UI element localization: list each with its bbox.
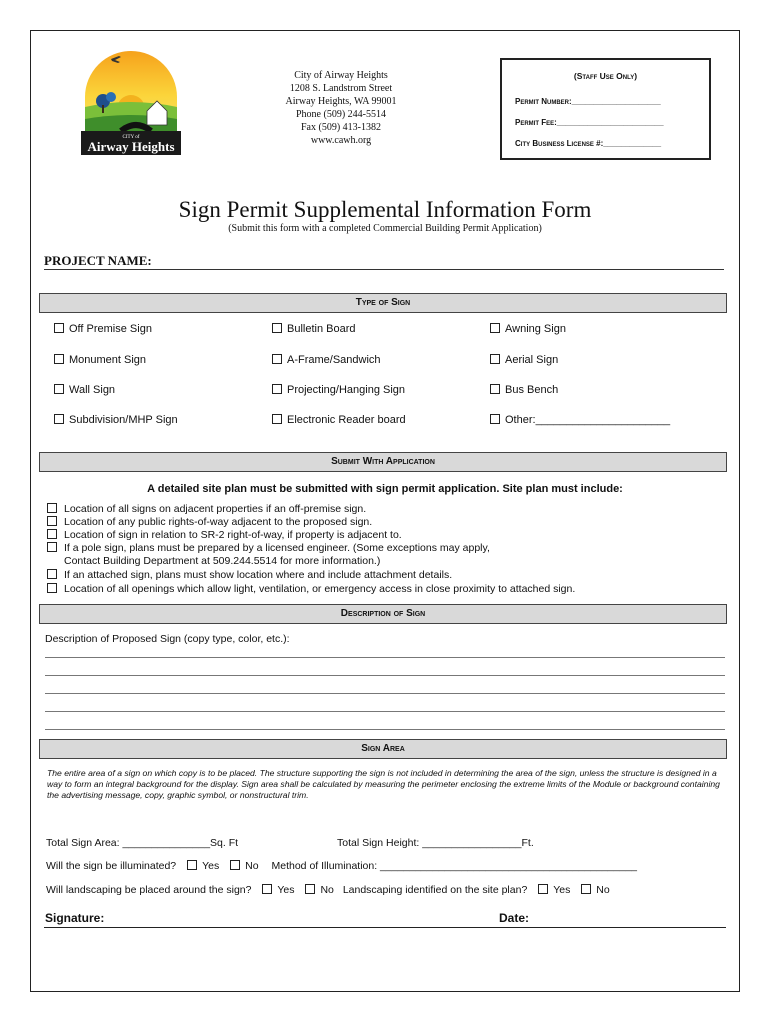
checkbox[interactable] (272, 384, 282, 394)
contact-line: City of Airway Heights (294, 70, 388, 81)
submit-with-application-heading: Submit With Application (39, 452, 727, 472)
illumination-method-field[interactable]: Method of Illumination: ____________________________________________ (271, 860, 638, 872)
landscaping-question: Will landscaping be placed around the sign? Yes No Landscaping identified on the site plan? Yes No (46, 884, 610, 896)
landscaping-no-checkbox[interactable] (305, 884, 315, 894)
contact-line: 1208 S. Landstrom Street (289, 83, 393, 94)
checkbox[interactable] (47, 529, 57, 539)
option-off-premise[interactable]: Off Premise Sign (54, 323, 152, 335)
checkbox[interactable] (47, 583, 57, 593)
city-contact-block (261, 69, 421, 147)
site-plan-note: A detailed site plan must be submitted with sign permit application. Site plan must include: (147, 483, 623, 495)
requirement-item[interactable]: If a pole sign, plans must be prepared by a licensed engineer. (Some exceptions may apply, (47, 542, 490, 555)
signature-line[interactable] (44, 927, 726, 928)
checkbox[interactable] (272, 323, 282, 333)
option-projecting[interactable]: Projecting/Hanging Sign (272, 384, 405, 396)
svg-text:CITY of: CITY of (122, 135, 140, 140)
checkbox[interactable] (54, 354, 64, 364)
form-page (30, 30, 740, 992)
checkbox[interactable] (490, 384, 500, 394)
description-of-sign-heading: Description of Sign (39, 604, 727, 624)
checkbox[interactable] (272, 414, 282, 424)
option-monument[interactable]: Monument Sign (54, 354, 146, 366)
requirement-item[interactable]: Location of any public rights-of-way adjacent to the proposed sign. (47, 516, 372, 529)
option-electronic-reader[interactable]: Electronic Reader board (272, 414, 406, 426)
total-sign-area-field[interactable]: Total Sign Area: _______________Sq. Ft (46, 837, 239, 849)
checkbox[interactable] (47, 503, 57, 513)
description-line[interactable] (45, 675, 725, 676)
site-plan-yes-checkbox[interactable] (538, 884, 548, 894)
checkbox[interactable] (54, 323, 64, 333)
svg-text:Airway Heights: Airway Heights (87, 139, 175, 154)
page-subtitle: (Submit this form with a completed Commercial Building Permit Application) (228, 223, 542, 234)
total-sign-height-field[interactable]: Total Sign Height: _________________Ft. (337, 837, 534, 849)
checkbox[interactable] (54, 414, 64, 424)
checkbox[interactable] (47, 542, 57, 552)
contact-line: Airway Heights, WA 99001 (285, 96, 397, 107)
option-a-frame[interactable]: A-Frame/Sandwich (272, 354, 381, 366)
requirement-item[interactable]: Location of all signs on adjacent properties if an off-premise sign. (47, 503, 366, 516)
checkbox[interactable] (47, 569, 57, 579)
illuminated-yes-checkbox[interactable] (187, 860, 197, 870)
type-of-sign-heading: Type of Sign (39, 293, 727, 313)
permit-number-field[interactable]: Permit Number:____________________ (515, 97, 661, 106)
checkbox[interactable] (490, 414, 500, 424)
illumination-question: Will the sign be illuminated? Yes No Method of Illumination: ____________________________________________ (46, 860, 638, 872)
option-aerial[interactable]: Aerial Sign (490, 354, 558, 366)
requirement-item[interactable]: Location of all openings which allow light, ventilation, or emergency access in close proximity to attached sign. (47, 583, 575, 596)
project-name-label: PROJECT NAME: (44, 253, 152, 268)
option-awning[interactable]: Awning Sign (490, 323, 566, 335)
staff-use-box (500, 58, 711, 160)
city-logo (81, 49, 181, 161)
option-other[interactable]: Other:______________________ (490, 414, 670, 426)
option-bus-bench[interactable]: Bus Bench (490, 384, 558, 396)
description-line[interactable] (45, 729, 725, 730)
contact-line: Fax (509) 413-1382 (301, 122, 381, 133)
staff-use-heading: (Staff Use Only) (573, 71, 638, 81)
permit-fee-field[interactable]: Permit Fee:________________________ (515, 118, 664, 127)
description-line[interactable] (45, 693, 725, 694)
checkbox[interactable] (47, 516, 57, 526)
requirement-item[interactable]: If an attached sign, plans must show location where and include attachment details. (47, 569, 452, 582)
project-name-field[interactable] (44, 269, 724, 270)
description-line[interactable] (45, 711, 725, 712)
requirement-item[interactable]: Location of sign in relation to SR-2 right-of-way, if property is adjacent to. (47, 529, 402, 542)
checkbox[interactable] (490, 323, 500, 333)
site-plan-no-checkbox[interactable] (581, 884, 591, 894)
landscaping-yes-checkbox[interactable] (262, 884, 272, 894)
page-title: Sign Permit Supplemental Information Form (178, 197, 592, 222)
option-bulletin-board[interactable]: Bulletin Board (272, 323, 356, 335)
sign-area-heading: Sign Area (39, 739, 727, 759)
option-wall[interactable]: Wall Sign (54, 384, 115, 396)
contact-line: www.cawh.org (310, 135, 372, 146)
requirement-continuation: Contact Building Department at 509.244.5514 for more information.) (64, 555, 381, 567)
illuminated-no-checkbox[interactable] (230, 860, 240, 870)
business-license-field[interactable]: City Business License #:_____________ (515, 139, 662, 148)
date-label: Date: (499, 911, 530, 925)
description-line[interactable] (45, 657, 725, 658)
checkbox[interactable] (490, 354, 500, 364)
signature-label: Signature: (45, 911, 105, 925)
contact-line: Phone (509) 244-5514 (296, 109, 386, 120)
checkbox[interactable] (272, 354, 282, 364)
description-label: Description of Proposed Sign (copy type, color, etc.): (45, 633, 290, 645)
option-subdivision[interactable]: Subdivision/MHP Sign (54, 414, 178, 426)
sign-area-description: The entire area of a sign on which copy is to be placed. The structure supporting the sign is not included in determining the area of the sign, unless the structure is designed in a way to form an integral background for the display. Sign area shall be calculated by measuring the perimeter enclosing the extreme limits of the Module or background containing the advertising message, copy, graphic symbol, or nonstructural trim. (47, 768, 720, 800)
checkbox[interactable] (54, 384, 64, 394)
